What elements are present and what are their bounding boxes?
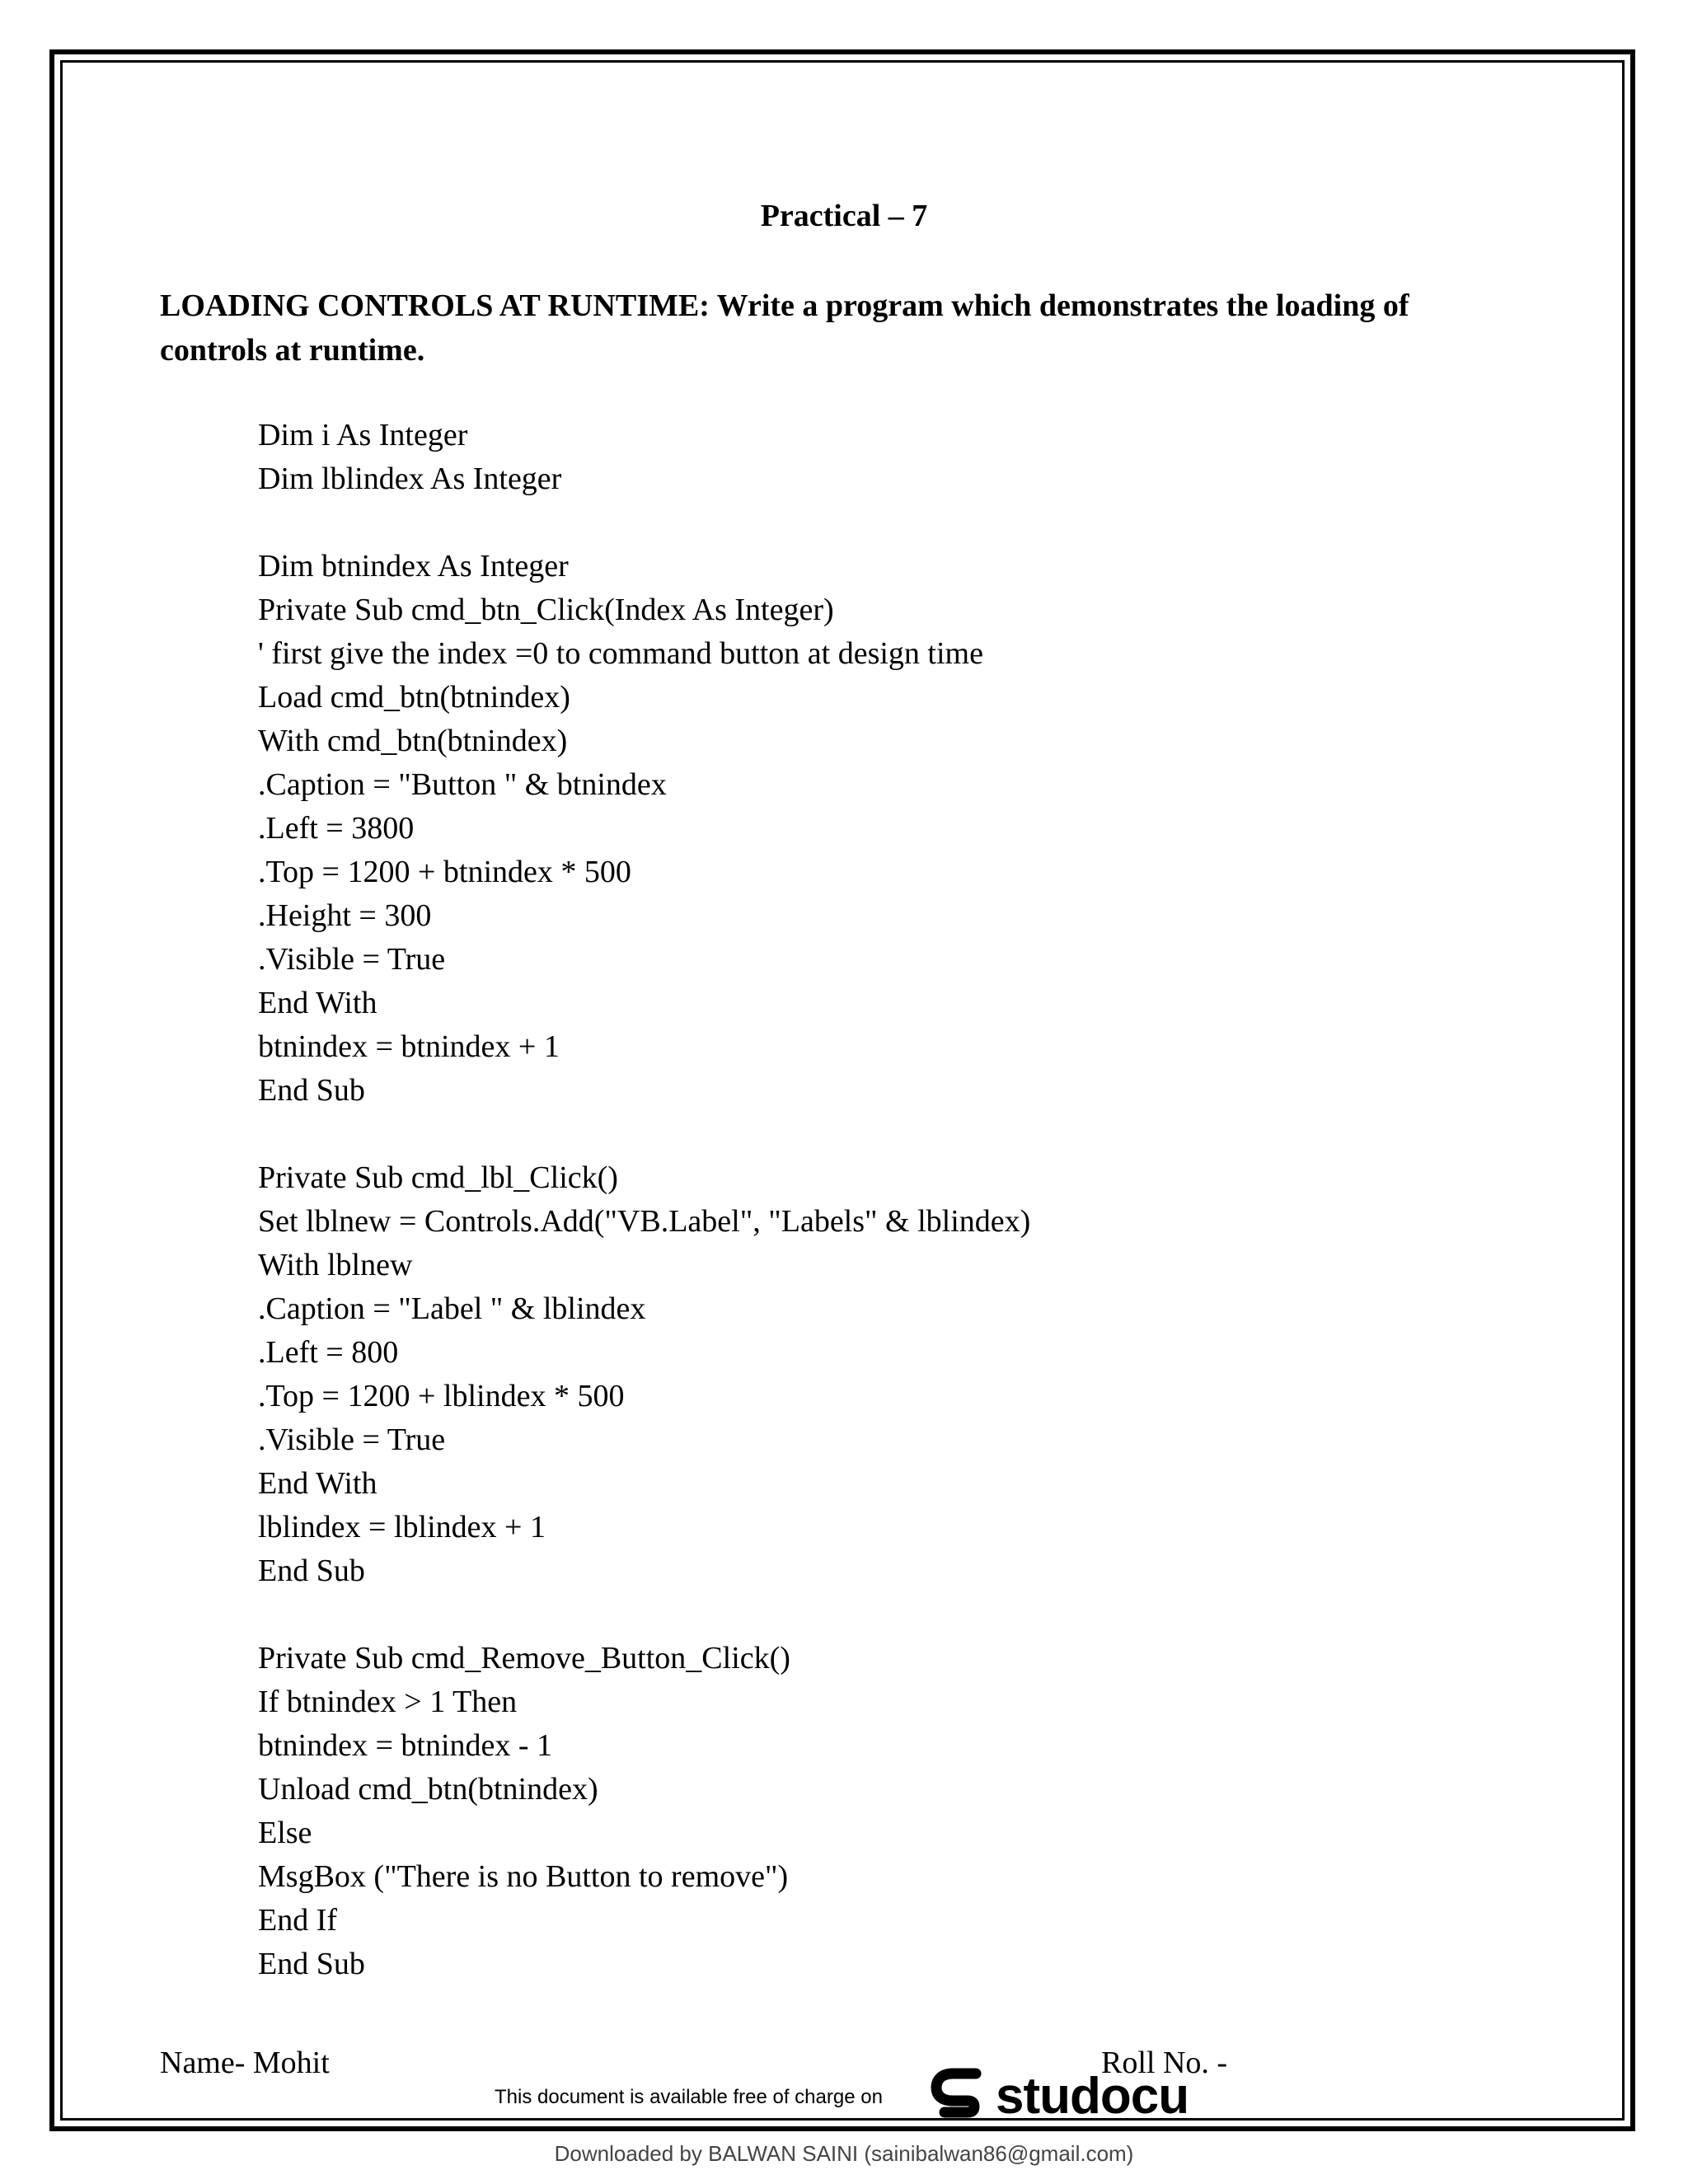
practical-title: Practical – 7 [760, 199, 928, 233]
code-line: Unload cmd_btn(btnindex) [258, 1772, 598, 1807]
code-line: End Sub [258, 1947, 365, 1981]
code-line: .Left = 800 [258, 1335, 399, 1370]
code-listing [258, 414, 1494, 1986]
code-line: Private Sub cmd_btn_Click(Index As Integer) [258, 593, 834, 627]
code-line: MsgBox ("There is no Button to remove") [258, 1859, 789, 1894]
code-line: End With [258, 1466, 377, 1501]
code-line: End Sub [258, 1073, 365, 1108]
availability-notice: This document is available free of charge on [495, 2086, 883, 2108]
code-line: Set lblnew = Controls.Add("VB.Label", "Labels" & lblindex) [258, 1204, 1031, 1239]
code-line: .Visible = True [258, 942, 446, 977]
student-name: Name- Mohit [160, 2046, 330, 2080]
code-line: End Sub [258, 1554, 365, 1588]
code-line: .Top = 1200 + lblindex * 500 [258, 1379, 625, 1413]
code-line: Dim btnindex As Integer [258, 549, 569, 583]
studocu-logo-icon [928, 2065, 994, 2128]
code-line: .Left = 3800 [258, 811, 415, 846]
code-line: With cmd_btn(btnindex) [258, 724, 568, 758]
code-line: Private Sub cmd_Remove_Button_Click() [258, 1641, 790, 1675]
code-line: Load cmd_btn(btnindex) [258, 680, 570, 715]
code-line: .Caption = "Label " & lblindex [258, 1291, 646, 1326]
practical-heading: LOADING CONTROLS AT RUNTIME: Write a program which demonstrates the loading of controls at runtime. [160, 288, 1409, 368]
code-line: If btnindex > 1 Then [258, 1685, 518, 1719]
studocu-wordmark: studocu [996, 2068, 1189, 2125]
code-line: Private Sub cmd_lbl_Click() [258, 1160, 618, 1195]
roll-number: Roll No. - [1101, 2046, 1228, 2080]
code-line: .Top = 1200 + btnindex * 500 [258, 855, 631, 889]
code-blank-line [258, 1113, 1494, 1156]
code-line: End If [258, 1903, 338, 1938]
code-line: With lblnew [258, 1248, 413, 1282]
code-line: .Caption = "Button " & btnindex [258, 767, 667, 802]
code-line: btnindex = btnindex + 1 [258, 1029, 560, 1064]
code-line: lblindex = lblindex + 1 [258, 1510, 546, 1544]
code-line: ' first give the index =0 to command button at design time [258, 636, 983, 671]
code-line: Dim i As Integer [258, 418, 468, 452]
code-line: End With [258, 986, 377, 1020]
code-blank-line [258, 1593, 1494, 1637]
studocu-brand-link[interactable] [928, 2065, 1189, 2128]
code-line: Dim lblindex As Integer [258, 462, 562, 496]
code-blank-line [258, 501, 1494, 545]
code-line: .Visible = True [258, 1422, 446, 1457]
code-line: Else [258, 1816, 312, 1850]
download-attribution: Downloaded by BALWAN SAINI (sainibalwan86@gmail.com) [554, 2141, 1134, 2166]
code-line: .Height = 300 [258, 898, 432, 933]
code-line: btnindex = btnindex - 1 [258, 1728, 553, 1763]
